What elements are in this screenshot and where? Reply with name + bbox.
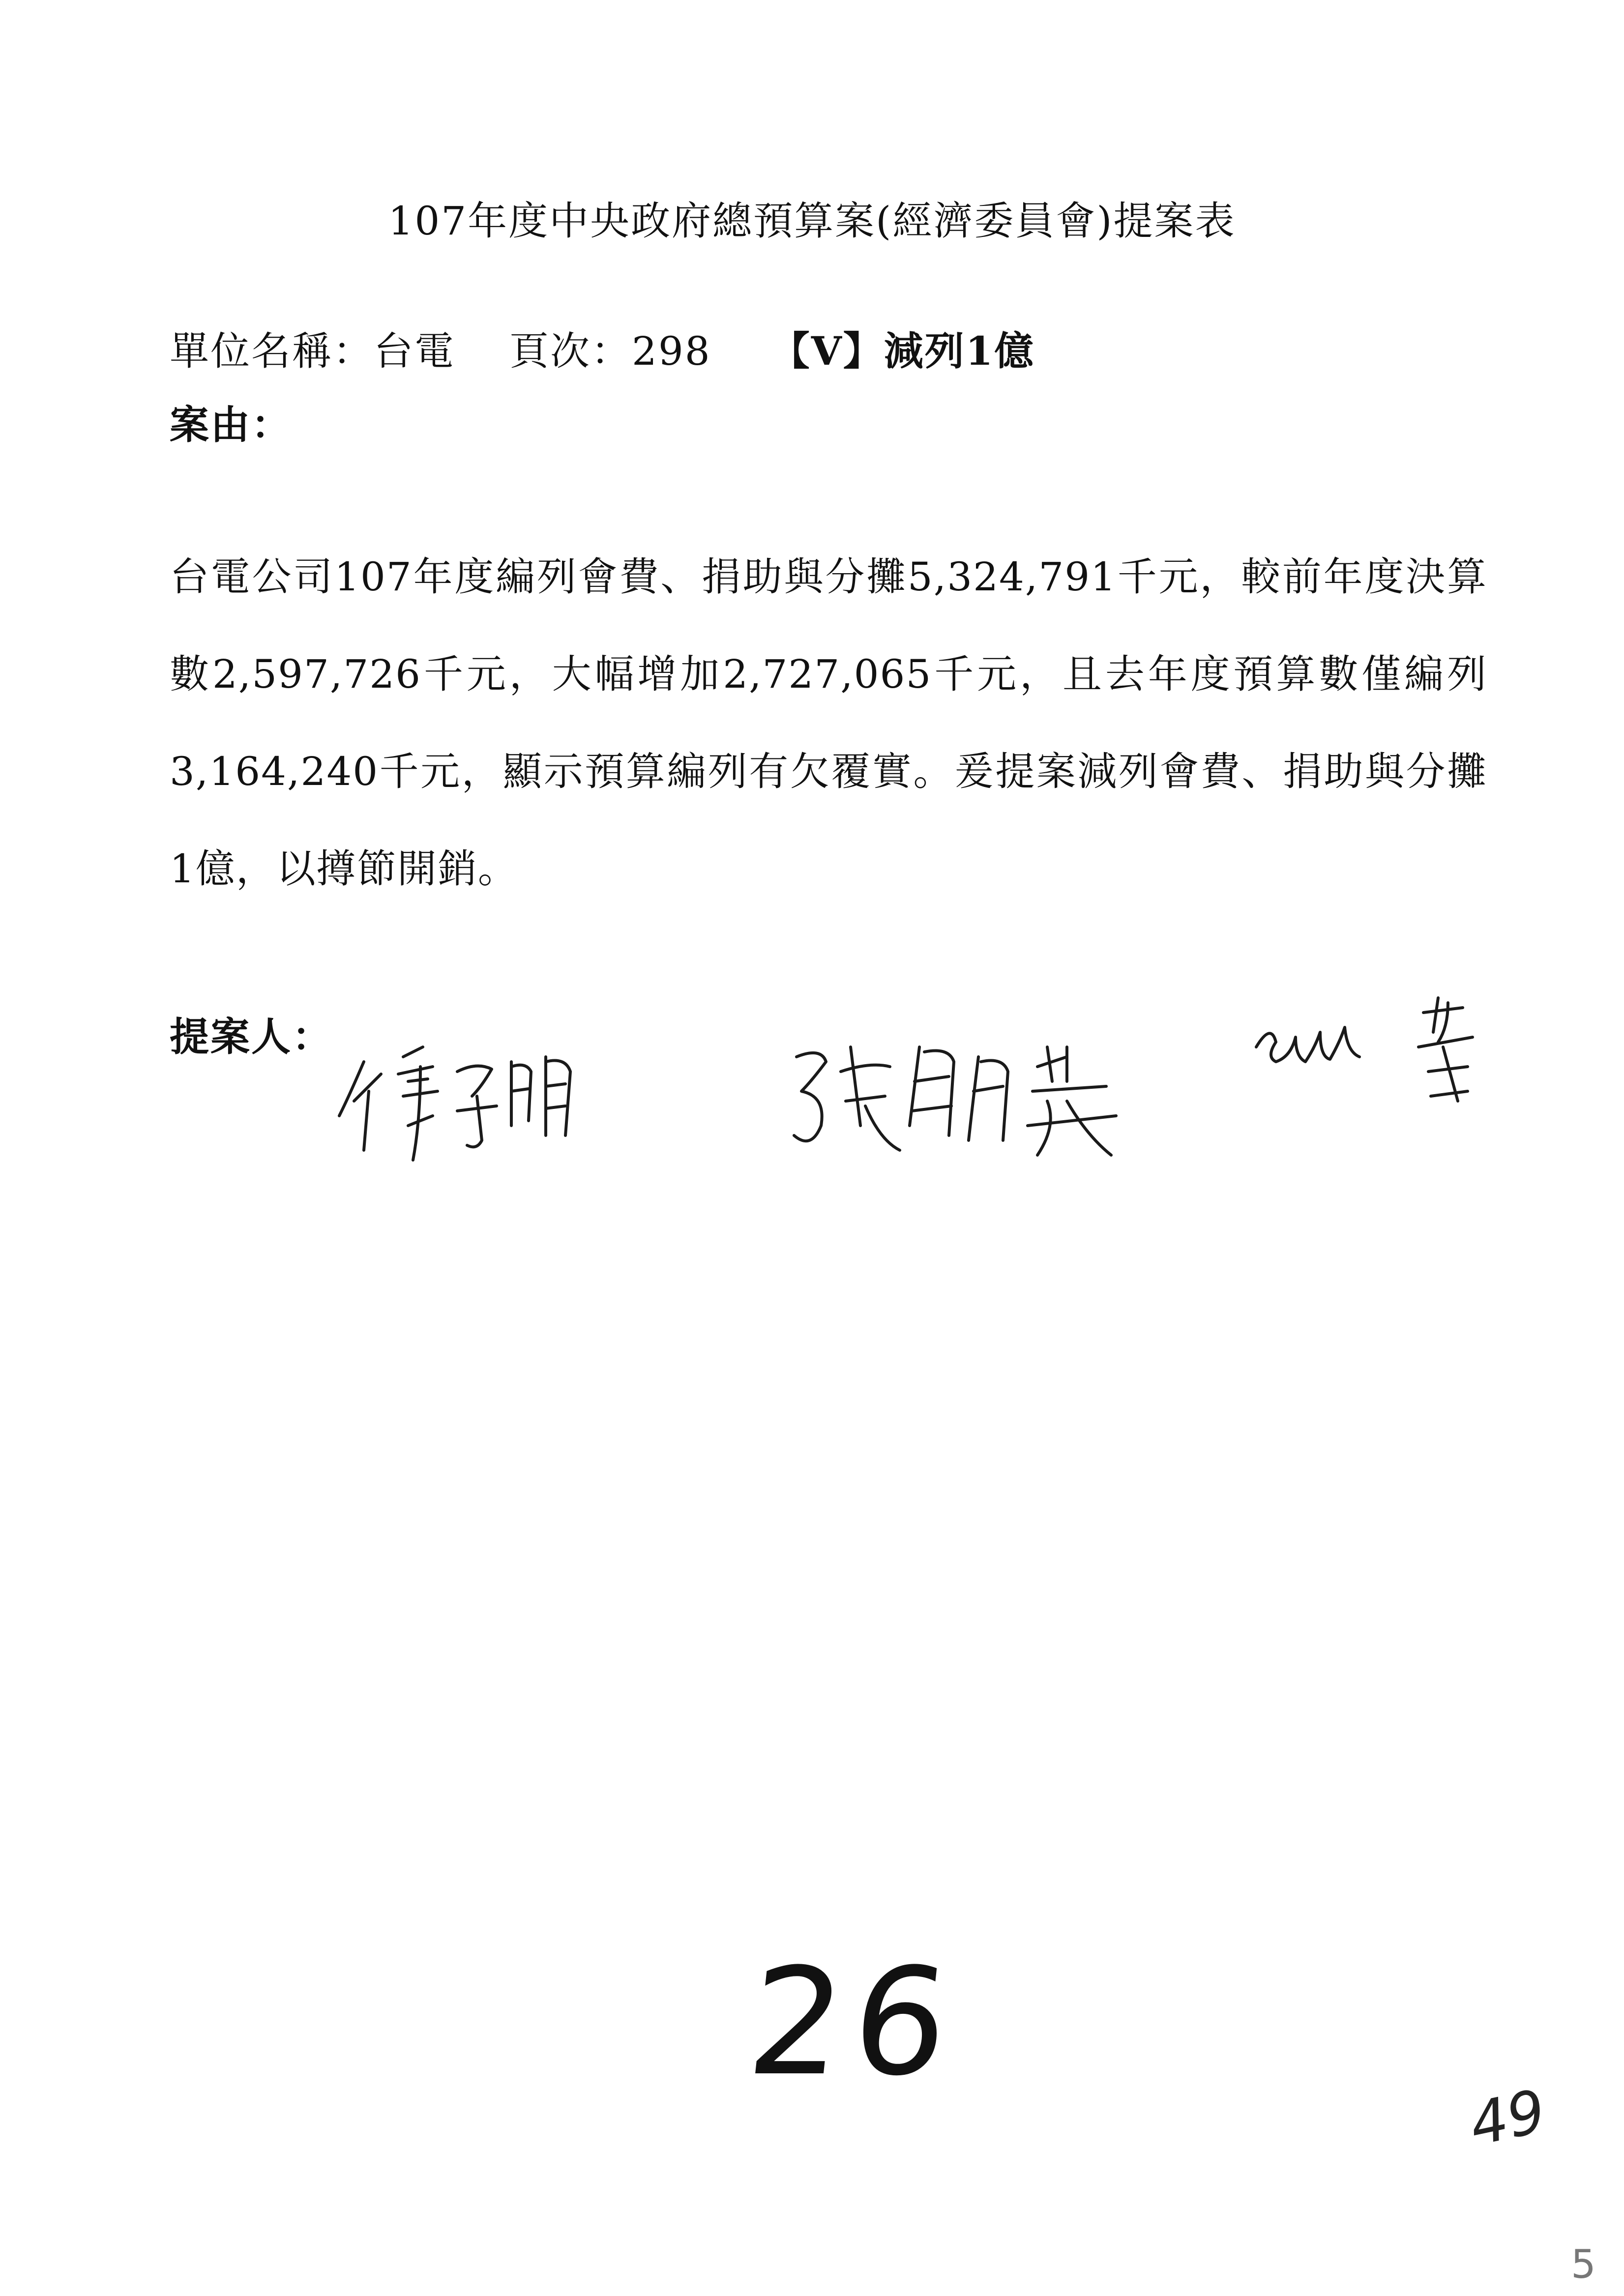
reason-text: 台電公司107年度編列會費、捐助與分攤5,324,791千元，較前年度決算數2,597,726千元，大幅增加2,727,065千元，且去年度預算數僅編列3,164,240千元，顯示預算編列有欠覆實。爰提案減列會費、捐助與分攤1億，以撙節開銷。 (170, 554, 1487, 892)
header-line (170, 320, 1035, 376)
reason-label: 案由： (170, 402, 292, 448)
signature-1 (334, 1027, 669, 1175)
unit-name: 單位名稱：台電 (170, 328, 455, 374)
proposer-label: 提案人： (170, 1014, 333, 1060)
signature-2 (792, 1027, 1180, 1175)
page-number-label: 頁次：298 (509, 328, 711, 374)
handwritten-number: 26 (740, 1937, 967, 2108)
handwritten-page-mark: 49 (1464, 2077, 1552, 2160)
document-title: 107年度中央政府總預算案(經濟委員會)提案表 (388, 198, 1236, 244)
signature-3 (1251, 988, 1517, 1121)
budget-cut-label: 【V】減列1億 (770, 328, 1035, 374)
corner-mark: 5 (1571, 2241, 1596, 2287)
